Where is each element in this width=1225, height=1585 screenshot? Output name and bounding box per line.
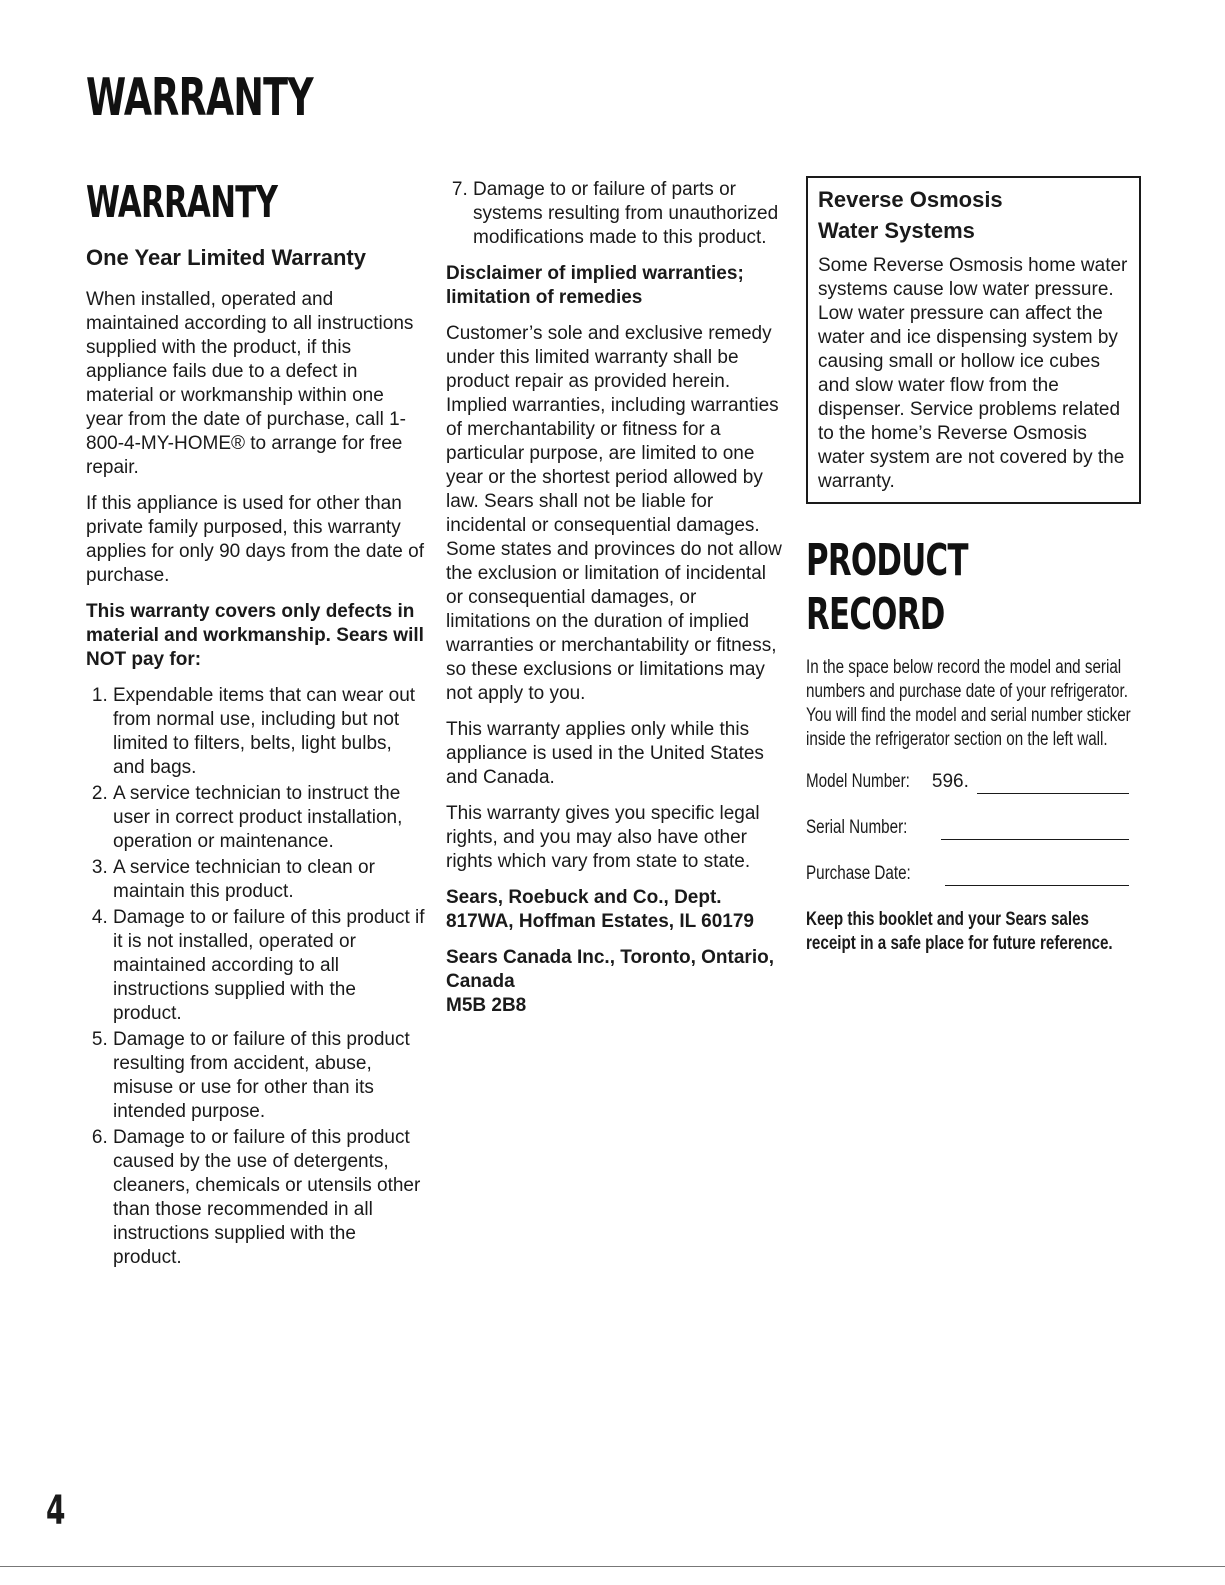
sears-canada-address: Sears Canada Inc., Toronto, Ontario, Canada — [446, 947, 774, 992]
list-item: 2. A service technician to instruct the user in correct product installation, operation or maintenance. — [113, 782, 426, 854]
list-item: 7. Damage to or failure of parts or systems resulting from unauthorized modifications made to this product. — [473, 178, 786, 250]
model-number-label: Model Number: — [806, 771, 910, 792]
purchase-date-row — [806, 862, 1129, 886]
product-record-heading: PRODUCT RECORD — [806, 535, 968, 640]
list-item: 4. Damage to or failure of this product if it is not installed, operated or maintained according to all instructions supplied with the product. — [113, 906, 426, 1026]
exclusions-list — [86, 684, 426, 1270]
warranty-heading: WARRANTY — [86, 177, 278, 228]
serial-number-line — [941, 821, 1129, 840]
reverse-osmosis-box — [806, 176, 1141, 504]
keep-booklet-note: Keep this booklet and your Sears sales receipt in a safe place for future reference. — [806, 909, 1113, 954]
purchase-date-line — [945, 867, 1129, 886]
page-number: 4 — [46, 1488, 66, 1534]
model-number-value: 596. — [931, 771, 969, 792]
page-title: WARRANTY — [86, 68, 313, 128]
list-item: 3. A service technician to clean or maintain this product. — [113, 856, 426, 904]
list-item: 1. Expendable items that can wear out from normal use, including but not limited to filters, belts, light bulbs, and bags. — [113, 684, 426, 780]
product-record-intro: In the space below record the model and serial numbers and purchase date of your refrigerator. You will find the model and serial number sticker inside the refrigerator section on the left wall. — [806, 657, 1131, 750]
exclusions-list-continued — [446, 178, 786, 250]
left-column — [86, 176, 426, 1272]
bottom-rule — [0, 1566, 1225, 1567]
territory-paragraph: This warranty applies only while this appliance is used in the United States and Canada. — [446, 719, 764, 788]
reverse-osmosis-text: Some Reverse Osmosis home water systems cause low water pressure. Low water pressure can affect the water and ice dispensing system by causing small or hollow ice cubes and slow water flow from the dispenser. Service problems related to the home’s Reverse Osmosis water system are not covered by the warranty. — [818, 255, 1128, 492]
middle-column — [446, 178, 786, 1030]
legal-rights-paragraph: This warranty gives you specific legal rights, and you may also have other rights which vary from state to state. — [446, 803, 760, 872]
ro-title-line-1: Reverse Osmosis — [818, 187, 1003, 212]
one-year-warranty-subheading: One Year Limited Warranty — [86, 245, 366, 270]
serial-number-row — [806, 816, 1129, 840]
model-number-row — [806, 770, 1129, 794]
model-number-line — [977, 775, 1129, 794]
reverse-osmosis-title — [818, 184, 1129, 246]
right-column — [806, 176, 1141, 956]
non-family-use-paragraph: If this appliance is used for other than private family purposed, this warranty applies for only 90 days from the date of purchase. — [86, 493, 424, 586]
serial-number-label: Serial Number: — [806, 817, 908, 838]
disclaimer-heading: Disclaimer of implied warranties; limitation of remedies — [446, 263, 744, 308]
covers-note: This warranty covers only defects in material and workmanship. Sears will NOT pay for: — [86, 601, 424, 670]
sears-us-address: Sears, Roebuck and Co., Dept. 817WA, Hoffman Estates, IL 60179 — [446, 887, 754, 932]
list-item: 6. Damage to or failure of this product caused by the use of detergents, cleaners, chemicals or utensils other than those recommended in all instructions supplied with the product. — [113, 1126, 426, 1270]
list-item: 5. Damage to or failure of this product resulting from accident, abuse, misuse or use for other than its intended purpose. — [113, 1028, 426, 1124]
warranty-terms-paragraph: When installed, operated and maintained according to all instructions supplied with the product, if this appliance fails due to a defect in material or workmanship within one year from the date of purchase, call 1-800-4-MY-HOME® to arrange for free repair. — [86, 289, 414, 478]
sears-canada-postal-code: M5B 2B8 — [446, 995, 527, 1016]
purchase-date-label: Purchase Date: — [806, 863, 911, 884]
remedy-paragraph: Customer’s sole and exclusive remedy under this limited warranty shall be product repair as provided herein. Implied warranties, including warranties of merchantability or fitness for a particular purpose, are limited to one year or the shortest period allowed by law. Sears shall not be liable for incidental or consequential damages. Some states and provinces do not allow the exclusion or limitation of incidental or consequential damages, or limitations on the duration of implied warranties or merchantability or fitness, so these exclusions or limitations may not apply to you. — [446, 323, 782, 704]
ro-title-line-2: Water Systems — [818, 218, 975, 243]
